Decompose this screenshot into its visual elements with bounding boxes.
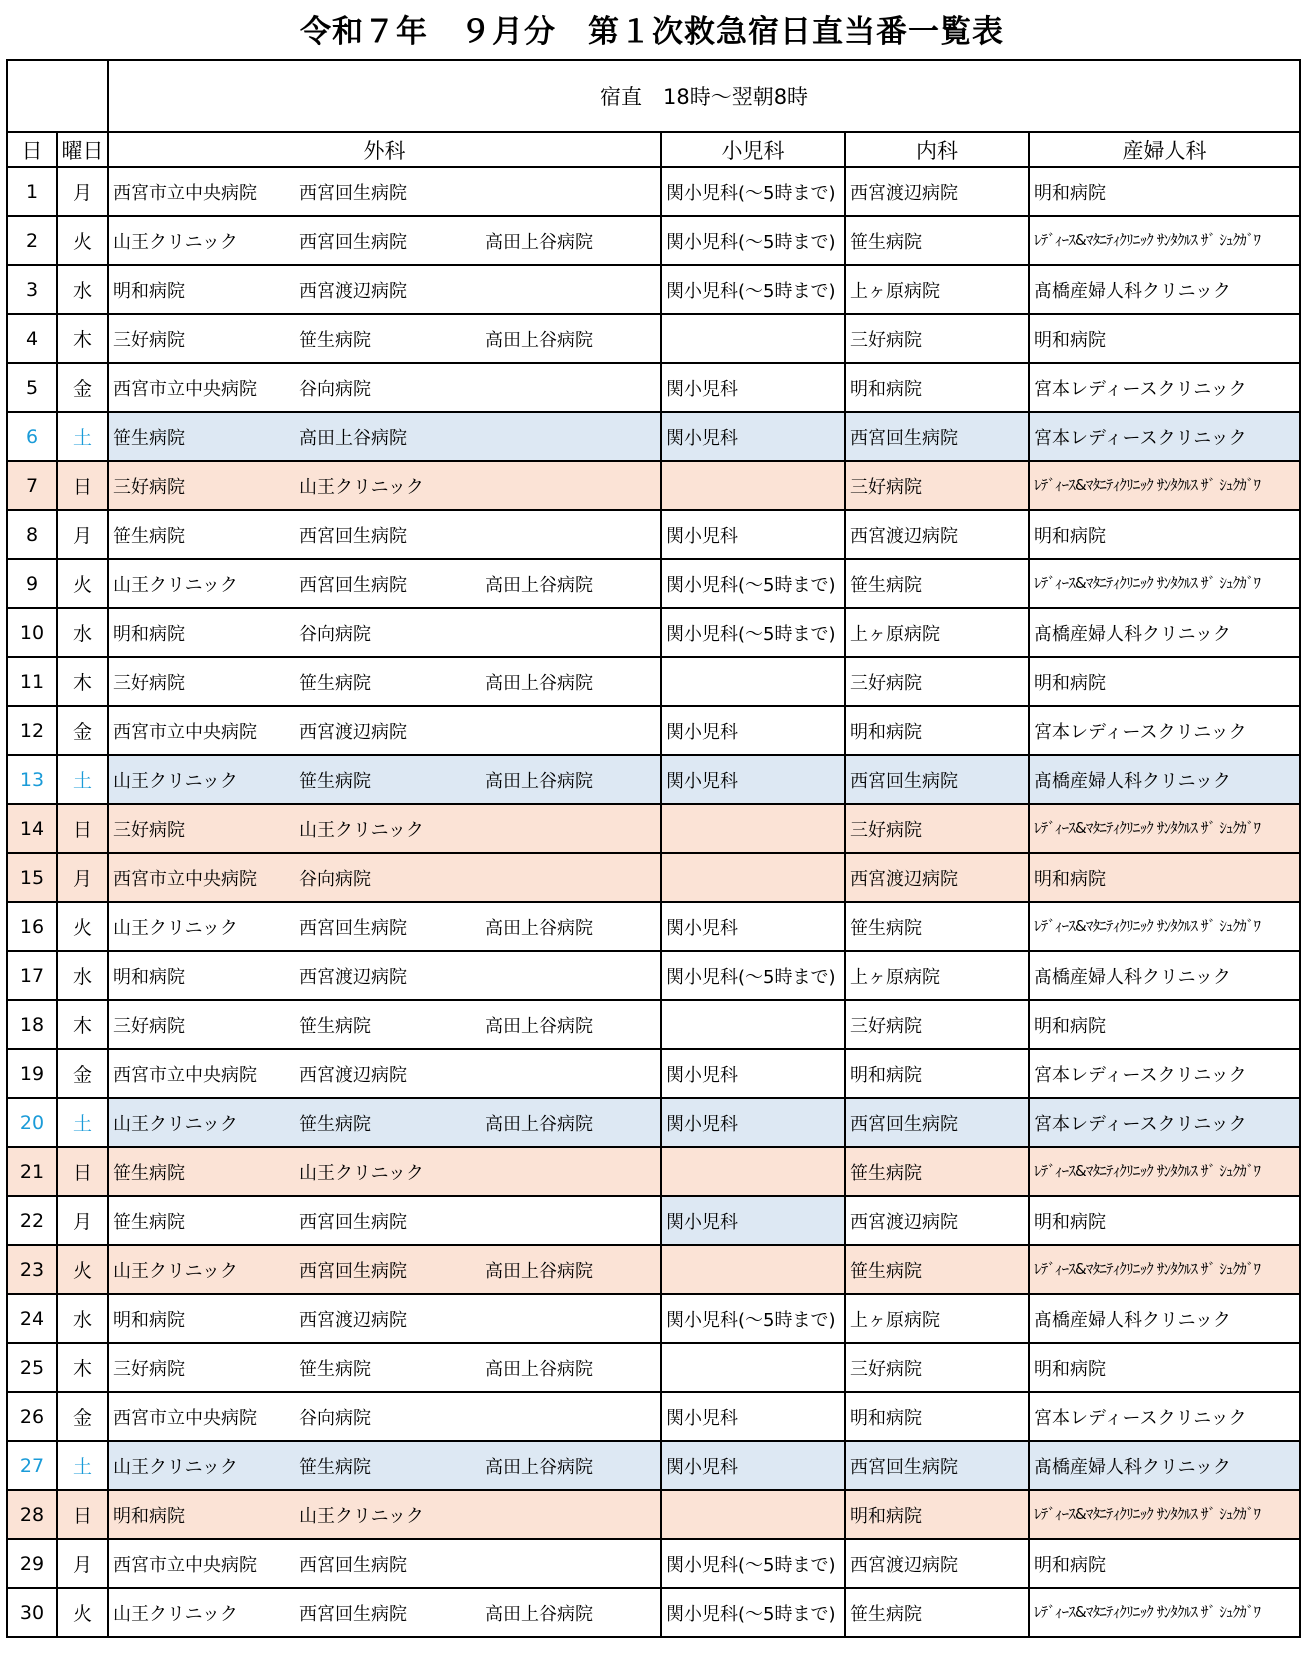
pediatrics-cell: 関小児科(～5時まで): [661, 559, 845, 608]
surgery-hospital: 西宮市立中央病院: [113, 868, 257, 890]
day-cell: 18: [7, 1000, 57, 1049]
surgery-cell: [108, 559, 661, 608]
weekday-cell: 木: [57, 314, 108, 363]
surgery-cell: [108, 1049, 661, 1098]
surgery-hospital: 西宮回生病院: [299, 525, 407, 547]
internal-cell: 西宮渡辺病院: [845, 1196, 1029, 1245]
surgery-cell: [108, 755, 661, 804]
obgyn-cell: 髙橋産婦人科クリニック: [1029, 1294, 1300, 1343]
pediatrics-cell: 関小児科: [661, 1049, 845, 1098]
pediatrics-cell: 関小児科(～5時まで): [661, 1294, 845, 1343]
surgery-hospital: 山王クリニック: [113, 917, 238, 939]
surgery-hospital: 高田上谷病院: [485, 770, 593, 792]
surgery-cell: [108, 853, 661, 902]
pediatrics-cell: [661, 461, 845, 510]
internal-cell: 三好病院: [845, 804, 1029, 853]
pediatrics-cell: 関小児科: [661, 755, 845, 804]
internal-cell: 西宮回生病院: [845, 1098, 1029, 1147]
table-row: [7, 1196, 1300, 1245]
surgery-hospital: 高田上谷病院: [299, 427, 407, 449]
surgery-cell: [108, 657, 661, 706]
surgery-hospital: 三好病院: [113, 819, 185, 841]
surgery-cell: [108, 1245, 661, 1294]
night-shift-header: 宿直 18時～翌朝8時: [108, 60, 1300, 132]
surgery-hospital: 明和病院: [113, 966, 185, 988]
surgery-hospital: 西宮市立中央病院: [113, 182, 257, 204]
pediatrics-cell: 関小児科(～5時まで): [661, 216, 845, 265]
internal-header: 内科: [845, 132, 1029, 167]
weekday-cell: 金: [57, 1392, 108, 1441]
internal-cell: 笹生病院: [845, 1588, 1029, 1637]
day-cell: 26: [7, 1392, 57, 1441]
surgery-hospital: 西宮回生病院: [299, 574, 407, 596]
weekday-cell: 水: [57, 951, 108, 1000]
surgery-hospital: 山王クリニック: [113, 1113, 238, 1135]
internal-cell: 三好病院: [845, 461, 1029, 510]
internal-cell: 西宮回生病院: [845, 755, 1029, 804]
internal-cell: 三好病院: [845, 314, 1029, 363]
internal-cell: 笹生病院: [845, 902, 1029, 951]
weekday-cell: 日: [57, 1490, 108, 1539]
day-cell: 7: [7, 461, 57, 510]
weekday-cell: 土: [57, 755, 108, 804]
day-cell: 19: [7, 1049, 57, 1098]
pediatrics-cell: 関小児科: [661, 902, 845, 951]
obgyn-cell: 髙橋産婦人科クリニック: [1029, 1441, 1300, 1490]
surgery-hospital: 山王クリニック: [113, 770, 238, 792]
surgery-hospital: 西宮渡辺病院: [299, 1064, 407, 1086]
surgery-hospital: 笹生病院: [299, 1015, 371, 1037]
pediatrics-cell: [661, 1000, 845, 1049]
table-row: [7, 706, 1300, 755]
table-row: [7, 559, 1300, 608]
table-row: [7, 1343, 1300, 1392]
weekday-cell: 日: [57, 1147, 108, 1196]
surgery-hospital: 笹生病院: [113, 1162, 185, 1184]
day-cell: 22: [7, 1196, 57, 1245]
surgery-cell: [108, 608, 661, 657]
obgyn-cell: 髙橋産婦人科クリニック: [1029, 755, 1300, 804]
table-row: [7, 902, 1300, 951]
internal-cell: 西宮回生病院: [845, 412, 1029, 461]
table-row: [7, 1539, 1300, 1588]
obgyn-cell: 宮本レディースクリニック: [1029, 412, 1300, 461]
table-row: [7, 1441, 1300, 1490]
weekday-cell: 木: [57, 657, 108, 706]
obgyn-cell: 髙橋産婦人科クリニック: [1029, 608, 1300, 657]
pediatrics-cell: 関小児科(～5時まで): [661, 951, 845, 1000]
surgery-cell: [108, 314, 661, 363]
table-row: [7, 461, 1300, 510]
table-row: [7, 1245, 1300, 1294]
weekday-cell: 火: [57, 559, 108, 608]
weekday-cell: 木: [57, 1000, 108, 1049]
surgery-hospital: 笹生病院: [299, 329, 371, 351]
surgery-hospital: 西宮市立中央病院: [113, 1554, 257, 1576]
day-cell: 8: [7, 510, 57, 559]
internal-cell: 明和病院: [845, 1049, 1029, 1098]
day-cell: 29: [7, 1539, 57, 1588]
surgery-hospital: 笹生病院: [113, 427, 185, 449]
pediatrics-cell: [661, 1245, 845, 1294]
day-cell: 15: [7, 853, 57, 902]
pediatrics-cell: 関小児科(～5時まで): [661, 1539, 845, 1588]
obgyn-cell: 宮本レディースクリニック: [1029, 1392, 1300, 1441]
surgery-hospital: 西宮渡辺病院: [299, 280, 407, 302]
day-cell: 20: [7, 1098, 57, 1147]
obgyn-cell: 髙橋産婦人科クリニック: [1029, 265, 1300, 314]
pediatrics-cell: [661, 1343, 845, 1392]
surgery-cell: [108, 461, 661, 510]
weekday-cell: 金: [57, 363, 108, 412]
pediatrics-cell: 関小児科(～5時まで): [661, 1588, 845, 1637]
surgery-cell: [108, 1490, 661, 1539]
surgery-hospital: 山王クリニック: [113, 1260, 238, 1282]
pediatrics-cell: 関小児科: [661, 510, 845, 559]
obgyn-cell: 宮本レディースクリニック: [1029, 363, 1300, 412]
day-cell: 5: [7, 363, 57, 412]
surgery-hospital: 高田上谷病院: [485, 329, 593, 351]
surgery-cell: [108, 1098, 661, 1147]
weekday-cell: 日: [57, 461, 108, 510]
surgery-hospital: 三好病院: [113, 329, 185, 351]
surgery-cell: [108, 1539, 661, 1588]
surgery-hospital: 西宮渡辺病院: [299, 1309, 407, 1331]
surgery-hospital: 笹生病院: [299, 770, 371, 792]
day-cell: 21: [7, 1147, 57, 1196]
day-cell: 9: [7, 559, 57, 608]
weekday-cell: 水: [57, 1294, 108, 1343]
surgery-hospital: 谷向病院: [299, 623, 371, 645]
table-row: [7, 1147, 1300, 1196]
day-cell: 3: [7, 265, 57, 314]
pediatrics-cell: 関小児科(～5時まで): [661, 608, 845, 657]
internal-cell: 上ヶ原病院: [845, 1294, 1029, 1343]
surgery-hospital: 谷向病院: [299, 378, 371, 400]
weekday-cell: 木: [57, 1343, 108, 1392]
table-row: [7, 167, 1300, 216]
table-row: [7, 755, 1300, 804]
internal-cell: 三好病院: [845, 1000, 1029, 1049]
table-row: [7, 1294, 1300, 1343]
surgery-hospital: 高田上谷病院: [485, 1015, 593, 1037]
surgery-hospital: 高田上谷病院: [485, 1260, 593, 1282]
day-cell: 14: [7, 804, 57, 853]
surgery-hospital: 笹生病院: [113, 1211, 185, 1233]
surgery-hospital: 山王クリニック: [113, 1603, 238, 1625]
weekday-cell: 月: [57, 510, 108, 559]
internal-cell: 西宮渡辺病院: [845, 1539, 1029, 1588]
weekday-cell: 月: [57, 167, 108, 216]
table-row: [7, 853, 1300, 902]
pediatrics-cell: 関小児科: [661, 1392, 845, 1441]
surgery-hospital: 山王クリニック: [299, 1505, 424, 1527]
obgyn-cell: 明和病院: [1029, 657, 1300, 706]
obgyn-cell: 宮本レディースクリニック: [1029, 706, 1300, 755]
obgyn-cell: 明和病院: [1029, 510, 1300, 559]
surgery-cell: [108, 216, 661, 265]
internal-cell: 笹生病院: [845, 216, 1029, 265]
obgyn-cell: 明和病院: [1029, 1343, 1300, 1392]
surgery-hospital: 西宮回生病院: [299, 1211, 407, 1233]
surgery-hospital: 西宮市立中央病院: [113, 1064, 257, 1086]
table-row: [7, 1098, 1300, 1147]
pediatrics-cell: [661, 657, 845, 706]
day-cell: 30: [7, 1588, 57, 1637]
day-cell: 12: [7, 706, 57, 755]
internal-cell: 笹生病院: [845, 1245, 1029, 1294]
surgery-hospital: 高田上谷病院: [485, 1456, 593, 1478]
surgery-hospital: 三好病院: [113, 1015, 185, 1037]
day-cell: 27: [7, 1441, 57, 1490]
surgery-cell: [108, 706, 661, 755]
pediatrics-cell: 関小児科: [661, 412, 845, 461]
pediatrics-cell: 関小児科(～5時まで): [661, 265, 845, 314]
day-cell: 13: [7, 755, 57, 804]
surgery-cell: [108, 1147, 661, 1196]
obgyn-cell: ﾚﾃﾞｨｰｽ&ﾏﾀﾆﾃｨｸﾘﾆｯｸ ｻﾝﾀｸﾙｽ ｻﾞ ｼｭｸｶﾞﾜ: [1029, 804, 1300, 853]
surgery-cell: [108, 1343, 661, 1392]
table-row: [7, 363, 1300, 412]
obgyn-header: 産婦人科: [1029, 132, 1300, 167]
internal-cell: 三好病院: [845, 657, 1029, 706]
surgery-hospital: 三好病院: [113, 1358, 185, 1380]
surgery-hospital: 三好病院: [113, 672, 185, 694]
day-cell: 28: [7, 1490, 57, 1539]
weekday-cell: 土: [57, 412, 108, 461]
pediatrics-cell: 関小児科: [661, 1196, 845, 1245]
surgery-cell: [108, 804, 661, 853]
obgyn-cell: 明和病院: [1029, 1000, 1300, 1049]
surgery-hospital: 西宮回生病院: [299, 1603, 407, 1625]
pediatrics-cell: [661, 314, 845, 363]
surgery-hospital: 山王クリニック: [113, 1456, 238, 1478]
surgery-hospital: 山王クリニック: [113, 574, 238, 596]
internal-cell: 西宮回生病院: [845, 1441, 1029, 1490]
obgyn-cell: 髙橋産婦人科クリニック: [1029, 951, 1300, 1000]
surgery-hospital: 高田上谷病院: [485, 231, 593, 253]
surgery-cell: [108, 1294, 661, 1343]
surgery-hospital: 明和病院: [113, 1505, 185, 1527]
obgyn-cell: ﾚﾃﾞｨｰｽ&ﾏﾀﾆﾃｨｸﾘﾆｯｸ ｻﾝﾀｸﾙｽ ｻﾞ ｼｭｸｶﾞﾜ: [1029, 902, 1300, 951]
surgery-hospital: 西宮市立中央病院: [113, 721, 257, 743]
surgery-hospital: 高田上谷病院: [485, 917, 593, 939]
table-row: [7, 412, 1300, 461]
surgery-cell: [108, 951, 661, 1000]
weekday-cell: 水: [57, 265, 108, 314]
internal-cell: 三好病院: [845, 1343, 1029, 1392]
internal-cell: 上ヶ原病院: [845, 608, 1029, 657]
surgery-hospital: 西宮市立中央病院: [113, 378, 257, 400]
surgery-hospital: 山王クリニック: [299, 476, 424, 498]
internal-cell: 明和病院: [845, 1392, 1029, 1441]
table-row: [7, 657, 1300, 706]
weekday-header: 曜日: [57, 132, 108, 167]
surgery-cell: [108, 1588, 661, 1637]
pediatrics-cell: [661, 1147, 845, 1196]
surgery-hospital: 笹生病院: [299, 1358, 371, 1380]
obgyn-cell: 明和病院: [1029, 853, 1300, 902]
corner-cell: [7, 60, 108, 132]
surgery-hospital: 高田上谷病院: [485, 1113, 593, 1135]
obgyn-cell: ﾚﾃﾞｨｰｽ&ﾏﾀﾆﾃｨｸﾘﾆｯｸ ｻﾝﾀｸﾙｽ ｻﾞ ｼｭｸｶﾞﾜ: [1029, 559, 1300, 608]
duty-roster-table: [6, 59, 1301, 1638]
pediatrics-header: 小児科: [661, 132, 845, 167]
day-cell: 11: [7, 657, 57, 706]
obgyn-cell: ﾚﾃﾞｨｰｽ&ﾏﾀﾆﾃｨｸﾘﾆｯｸ ｻﾝﾀｸﾙｽ ｻﾞ ｼｭｸｶﾞﾜ: [1029, 461, 1300, 510]
surgery-hospital: 西宮回生病院: [299, 182, 407, 204]
day-cell: 4: [7, 314, 57, 363]
day-cell: 10: [7, 608, 57, 657]
obgyn-cell: 明和病院: [1029, 314, 1300, 363]
internal-cell: 笹生病院: [845, 1147, 1029, 1196]
internal-cell: 上ヶ原病院: [845, 265, 1029, 314]
pediatrics-cell: 関小児科(～5時まで): [661, 167, 845, 216]
surgery-cell: [108, 265, 661, 314]
surgery-hospital: 西宮市立中央病院: [113, 1407, 257, 1429]
surgery-cell: [108, 1000, 661, 1049]
day-cell: 24: [7, 1294, 57, 1343]
surgery-cell: [108, 902, 661, 951]
day-cell: 6: [7, 412, 57, 461]
day-cell: 25: [7, 1343, 57, 1392]
day-cell: 16: [7, 902, 57, 951]
surgery-hospital: 西宮渡辺病院: [299, 721, 407, 743]
obgyn-cell: ﾚﾃﾞｨｰｽ&ﾏﾀﾆﾃｨｸﾘﾆｯｸ ｻﾝﾀｸﾙｽ ｻﾞ ｼｭｸｶﾞﾜ: [1029, 1147, 1300, 1196]
surgery-cell: [108, 363, 661, 412]
obgyn-cell: 明和病院: [1029, 167, 1300, 216]
obgyn-cell: 明和病院: [1029, 1539, 1300, 1588]
internal-cell: 西宮渡辺病院: [845, 853, 1029, 902]
pediatrics-cell: [661, 853, 845, 902]
weekday-cell: 月: [57, 1539, 108, 1588]
surgery-hospital: 高田上谷病院: [485, 1358, 593, 1380]
pediatrics-cell: [661, 1490, 845, 1539]
day-cell: 23: [7, 1245, 57, 1294]
surgery-cell: [108, 510, 661, 559]
day-cell: 2: [7, 216, 57, 265]
obgyn-cell: 宮本レディースクリニック: [1029, 1098, 1300, 1147]
table-row: [7, 1588, 1300, 1637]
surgery-header: 外科: [108, 132, 661, 167]
day-header: 日: [7, 132, 57, 167]
surgery-hospital: 明和病院: [113, 623, 185, 645]
obgyn-cell: 宮本レディースクリニック: [1029, 1049, 1300, 1098]
table-row: [7, 1049, 1300, 1098]
surgery-hospital: 明和病院: [113, 280, 185, 302]
day-cell: 1: [7, 167, 57, 216]
pediatrics-cell: [661, 804, 845, 853]
weekday-cell: 土: [57, 1441, 108, 1490]
internal-cell: 上ヶ原病院: [845, 951, 1029, 1000]
surgery-hospital: 笹生病院: [299, 672, 371, 694]
surgery-hospital: 笹生病院: [113, 525, 185, 547]
internal-cell: 明和病院: [845, 363, 1029, 412]
surgery-hospital: 笹生病院: [299, 1113, 371, 1135]
internal-cell: 明和病院: [845, 706, 1029, 755]
surgery-hospital: 西宮回生病院: [299, 231, 407, 253]
surgery-hospital: 笹生病院: [299, 1456, 371, 1478]
weekday-cell: 日: [57, 804, 108, 853]
table-row: [7, 1000, 1300, 1049]
weekday-cell: 火: [57, 902, 108, 951]
surgery-cell: [108, 1441, 661, 1490]
pediatrics-cell: 関小児科: [661, 706, 845, 755]
surgery-cell: [108, 1392, 661, 1441]
obgyn-cell: ﾚﾃﾞｨｰｽ&ﾏﾀﾆﾃｨｸﾘﾆｯｸ ｻﾝﾀｸﾙｽ ｻﾞ ｼｭｸｶﾞﾜ: [1029, 1245, 1300, 1294]
page-title: 令和７年 ９月分 第１次救急宿日直当番一覧表: [300, 14, 1004, 50]
surgery-hospital: 西宮回生病院: [299, 1260, 407, 1282]
surgery-hospital: 明和病院: [113, 1309, 185, 1331]
weekday-cell: 水: [57, 608, 108, 657]
obgyn-cell: ﾚﾃﾞｨｰｽ&ﾏﾀﾆﾃｨｸﾘﾆｯｸ ｻﾝﾀｸﾙｽ ｻﾞ ｼｭｸｶﾞﾜ: [1029, 1588, 1300, 1637]
internal-cell: 西宮渡辺病院: [845, 510, 1029, 559]
internal-cell: 西宮渡辺病院: [845, 167, 1029, 216]
weekday-cell: 金: [57, 1049, 108, 1098]
weekday-cell: 火: [57, 1245, 108, 1294]
surgery-hospital: 山王クリニック: [113, 231, 238, 253]
surgery-cell: [108, 412, 661, 461]
table-row: [7, 1392, 1300, 1441]
table-row: [7, 216, 1300, 265]
obgyn-cell: ﾚﾃﾞｨｰｽ&ﾏﾀﾆﾃｨｸﾘﾆｯｸ ｻﾝﾀｸﾙｽ ｻﾞ ｼｭｸｶﾞﾜ: [1029, 1490, 1300, 1539]
pediatrics-cell: 関小児科: [661, 1098, 845, 1147]
surgery-hospital: 山王クリニック: [299, 1162, 424, 1184]
surgery-hospital: 山王クリニック: [299, 819, 424, 841]
internal-cell: 明和病院: [845, 1490, 1029, 1539]
weekday-cell: 金: [57, 706, 108, 755]
surgery-hospital: 谷向病院: [299, 1407, 371, 1429]
table-row: [7, 608, 1300, 657]
surgery-hospital: 西宮渡辺病院: [299, 966, 407, 988]
weekday-cell: 月: [57, 853, 108, 902]
surgery-hospital: 高田上谷病院: [485, 672, 593, 694]
surgery-cell: [108, 167, 661, 216]
day-cell: 17: [7, 951, 57, 1000]
pediatrics-cell: 関小児科: [661, 1441, 845, 1490]
table-row: [7, 510, 1300, 559]
obgyn-cell: 明和病院: [1029, 1196, 1300, 1245]
weekday-cell: 月: [57, 1196, 108, 1245]
weekday-cell: 土: [57, 1098, 108, 1147]
surgery-hospital: 三好病院: [113, 476, 185, 498]
table-row: [7, 314, 1300, 363]
surgery-cell: [108, 1196, 661, 1245]
weekday-cell: 火: [57, 216, 108, 265]
pediatrics-cell: 関小児科: [661, 363, 845, 412]
surgery-hospital: 西宮回生病院: [299, 1554, 407, 1576]
surgery-hospital: 西宮回生病院: [299, 917, 407, 939]
table-row: [7, 1490, 1300, 1539]
surgery-hospital: 高田上谷病院: [485, 574, 593, 596]
table-row: [7, 265, 1300, 314]
obgyn-cell: ﾚﾃﾞｨｰｽ&ﾏﾀﾆﾃｨｸﾘﾆｯｸ ｻﾝﾀｸﾙｽ ｻﾞ ｼｭｸｶﾞﾜ: [1029, 216, 1300, 265]
table-row: [7, 804, 1300, 853]
surgery-hospital: 高田上谷病院: [485, 1603, 593, 1625]
internal-cell: 笹生病院: [845, 559, 1029, 608]
table-row: [7, 951, 1300, 1000]
weekday-cell: 火: [57, 1588, 108, 1637]
surgery-hospital: 谷向病院: [299, 868, 371, 890]
